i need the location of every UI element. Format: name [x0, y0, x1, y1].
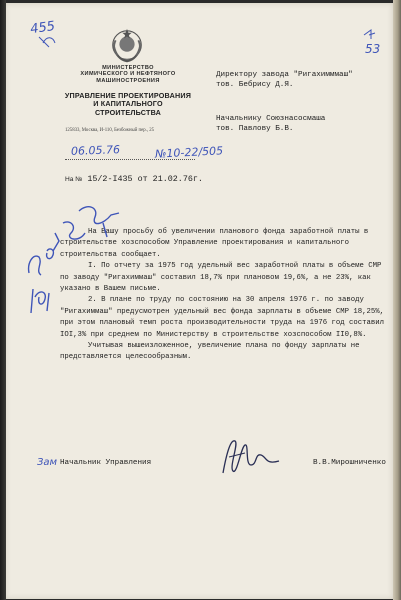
addressee-line: Директору завода "Ригахимммаш": [216, 71, 353, 79]
directorate-name: УПРАВЛЕНИЕ ПРОЕКТИРОВАНИЯ И КАПИТАЛЬНОГО СТРОИТЕЛЬСТВА: [64, 91, 192, 117]
ministry-name: МИНИСТЕРСТВО ХИМИЧЕСКОГО И НЕФТЯНОГО МАШИНОСТРОЕНИЯ: [80, 65, 176, 84]
page-number-icon: [361, 27, 389, 57]
body-paragraph: I. По отчету за 1975 год удельный вес заработной платы в объеме СМР по заводу "Ригахиммаш" составил 18,7% при плановом 19,6%, а не 23%, как указано в Вашем письме.: [60, 262, 382, 294]
reference-line: [65, 174, 203, 184]
soviet-emblem-icon: [108, 27, 146, 65]
body-paragraph: На Вашу просьбу об увеличении планового фонда заработной платы в строительстве хозспособом Управление проектирования и капитального строительства сообщает.: [60, 228, 369, 259]
signature-icon: [215, 431, 283, 481]
addressee-line: тов. Бебрису Д.Я.: [216, 81, 294, 90]
page-number: 53: [365, 42, 381, 56]
body-paragraph: Учитывая вышеизложенное, увеличение плана по фонду зарплаты не представляется целесообразным.: [60, 342, 360, 362]
reference-number: 15/2-I435 от 21.02.76г.: [87, 174, 203, 184]
scan-edge-left: [0, 0, 6, 600]
handwritten-margin-note-icon: [19, 193, 129, 343]
document-page: [5, 3, 393, 599]
handwritten-stamp-icon: [29, 13, 65, 53]
sender-address: 125833, Москва, И-110, Безбожный пер., 25: [65, 128, 155, 133]
signatory-name: В.В.Мирошниченко: [313, 459, 386, 467]
addressee-line: тов. Павлову Б.В.: [216, 125, 294, 134]
handwritten-number: №10-22/505: [154, 144, 224, 161]
addressee-head: [216, 114, 396, 135]
scan-edge-right: [393, 0, 401, 600]
handwritten-date: 06.05.76: [70, 143, 121, 158]
addressee-director: [216, 70, 396, 91]
signatory-title: Начальник Управления: [60, 459, 152, 467]
body-paragraph: 2. В плане по труду по состоянию на 30 апреля 1976 г. по заводу "Ригахиммаш" предусмотрен удельный вес фонда зарплаты в объеме СМР 18,25%, при этом плановый темп роста производительности труда на 1976 год составил IOI,3% при среднем по Министерству в строительстве хозспособом II0,8%.: [60, 296, 385, 339]
stamp-number: 455: [29, 18, 57, 38]
addressee-line: Начальнику Союзнасосмаша: [216, 115, 326, 123]
handwritten-initials: Зам: [37, 457, 58, 468]
reference-prefix: На №: [65, 176, 83, 183]
